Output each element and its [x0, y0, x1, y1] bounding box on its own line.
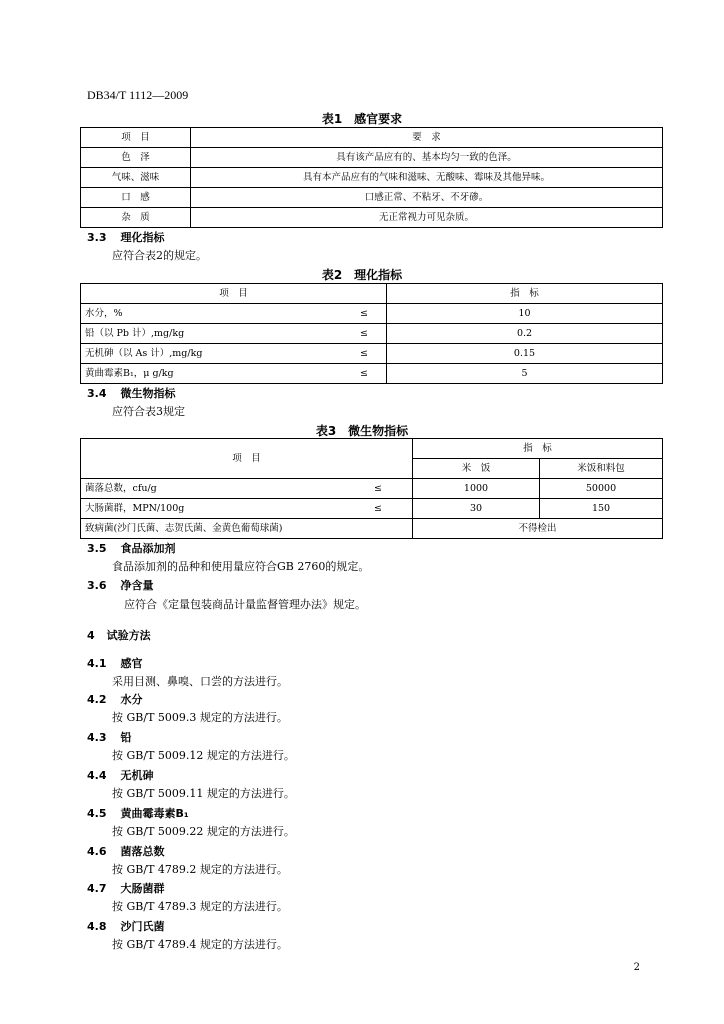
section-title: 菌落总数 — [120, 845, 165, 858]
header-item: 项 目 — [81, 128, 191, 148]
section-number: 4.6 — [87, 845, 107, 858]
table-row — [81, 304, 663, 324]
method-text: 按 GB/T 5009.22 规定的方法进行。 — [112, 825, 295, 838]
section-title: 无机砷 — [120, 769, 154, 782]
header-rice-with-pack: 米饭和料包 — [540, 459, 663, 479]
cell-item: 气味、滋味 — [81, 168, 191, 188]
method-text: 按 GB/T 4789.2 规定的方法进行。 — [112, 863, 288, 876]
section-3-6-text: 应符合《定量包装商品计量监督管理办法》规定。 — [124, 598, 366, 611]
section-4-heading — [87, 627, 151, 643]
method-text: 按 GB/T 5009.3 规定的方法进行。 — [112, 711, 288, 724]
section-title: 理化指标 — [120, 231, 165, 244]
cell-item: 黄曲霉素B₁，μ g/kg — [85, 368, 174, 379]
table-header-row — [81, 439, 663, 459]
section-title: 大肠菌群 — [120, 882, 165, 895]
cell-item: 水分，% — [85, 308, 123, 319]
cell-requirement: 具有该产品应有的、基本均匀一致的色泽。 — [191, 148, 663, 168]
method-heading — [87, 843, 165, 859]
cell-operator: ≤ — [374, 503, 382, 514]
section-number: 3.6 — [87, 579, 107, 592]
method-text: 按 GB/T 5009.11 规定的方法进行。 — [112, 787, 295, 800]
method-heading — [87, 655, 143, 671]
cell-value: 0.15 — [387, 344, 663, 364]
table-row — [81, 148, 663, 168]
method-heading — [87, 767, 154, 783]
section-number: 4.3 — [87, 731, 107, 744]
section-title: 微生物指标 — [120, 387, 176, 400]
header-requirement: 要 求 — [191, 128, 663, 148]
cell-item: 菌落总数，cfu/g — [85, 483, 157, 494]
header-index: 指 标 — [387, 284, 663, 304]
section-number: 4 — [87, 629, 95, 642]
section-title: 铅 — [120, 731, 132, 744]
section-title: 食品添加剂 — [120, 542, 176, 555]
table2-caption: 表2 理化指标 — [321, 268, 403, 282]
section-3-4-heading — [87, 385, 176, 401]
table3-caption: 表3 微生物指标 — [315, 424, 409, 438]
section-3-3-heading — [87, 229, 165, 245]
table-row — [81, 364, 663, 384]
cell-value-rice: 30 — [413, 499, 540, 519]
cell-value: 5 — [387, 364, 663, 384]
section-number: 4.4 — [87, 769, 107, 782]
page-number: 2 — [633, 962, 640, 973]
table-physicochemical — [80, 283, 663, 384]
cell-requirement: 无正常视力可见杂质。 — [191, 208, 663, 228]
header-index: 指 标 — [413, 439, 663, 459]
section-title: 黄曲霉毒素B₁ — [120, 807, 189, 820]
section-title: 净含量 — [120, 579, 154, 592]
section-number: 3.3 — [87, 231, 107, 244]
section-title: 感官 — [120, 657, 143, 670]
cell-item: 无机砷（以 As 计）,mg/kg — [85, 348, 203, 359]
document-id: DB34/T 1112—2009 — [87, 88, 189, 102]
method-text: 按 GB/T 5009.12 规定的方法进行。 — [112, 749, 295, 762]
table-header-row — [81, 284, 663, 304]
cell-item: 杂 质 — [81, 208, 191, 228]
cell-value-rice-pack: 50000 — [540, 479, 663, 499]
cell-item: 口 感 — [81, 188, 191, 208]
cell-value: 不得检出 — [413, 519, 663, 539]
table-sensory — [80, 127, 663, 228]
method-heading — [87, 880, 165, 896]
cell-operator: ≤ — [360, 368, 368, 379]
section-number: 4.8 — [87, 920, 107, 933]
cell-value-rice-pack: 150 — [540, 499, 663, 519]
section-number: 3.4 — [87, 387, 107, 400]
section-3-5-text: 食品添加剂的品种和使用量应符合GB 2760的规定。 — [112, 560, 370, 573]
cell-value-rice: 1000 — [413, 479, 540, 499]
table-row — [81, 168, 663, 188]
table-row — [81, 344, 663, 364]
cell-item: 致病菌(沙门氏菌、志贺氏菌、金黄色葡萄球菌) — [81, 519, 413, 539]
cell-item: 色 泽 — [81, 148, 191, 168]
method-text: 按 GB/T 4789.4 规定的方法进行。 — [112, 938, 288, 951]
section-title: 水分 — [120, 693, 143, 706]
section-number: 4.2 — [87, 693, 107, 706]
section-number: 4.7 — [87, 882, 107, 895]
cell-value: 0.2 — [387, 324, 663, 344]
section-3-3-text: 应符合表2的规定。 — [112, 249, 207, 262]
table-row — [81, 479, 663, 499]
method-heading — [87, 729, 132, 745]
section-title: 沙门氏菌 — [120, 920, 165, 933]
section-number: 3.5 — [87, 542, 107, 555]
cell-value: 10 — [387, 304, 663, 324]
cell-requirement: 具有本产品应有的气味和滋味、无酸味、霉味及其他异味。 — [191, 168, 663, 188]
cell-item: 铅（以 Pb 计）,mg/kg — [85, 328, 185, 339]
cell-requirement: 口感正常、不粘牙、不牙碜。 — [191, 188, 663, 208]
table-header-row — [81, 128, 663, 148]
method-heading — [87, 691, 143, 707]
header-item: 项 目 — [81, 284, 387, 304]
header-item: 项 目 — [81, 439, 413, 479]
table-row — [81, 499, 663, 519]
cell-item: 大肠菌群，MPN/100g — [85, 503, 185, 514]
table-microbiological — [80, 438, 663, 539]
method-heading — [87, 805, 189, 821]
table-row — [81, 188, 663, 208]
cell-operator: ≤ — [374, 483, 382, 494]
section-number: 4.5 — [87, 807, 107, 820]
method-heading — [87, 918, 165, 934]
section-3-4-text: 应符合表3规定 — [112, 405, 185, 418]
section-title: 试验方法 — [106, 629, 151, 642]
cell-operator: ≤ — [360, 328, 368, 339]
cell-operator: ≤ — [360, 308, 368, 319]
section-3-5-heading — [87, 540, 176, 556]
method-text: 按 GB/T 4789.3 规定的方法进行。 — [112, 900, 288, 913]
table-row — [81, 519, 663, 539]
table1-caption: 表1 感官要求 — [321, 112, 403, 126]
table-row — [81, 208, 663, 228]
table-row — [81, 324, 663, 344]
method-text: 采用目测、鼻嗅、口尝的方法进行。 — [112, 675, 288, 688]
header-rice: 米 饭 — [413, 459, 540, 479]
section-number: 4.1 — [87, 657, 107, 670]
section-3-6-heading — [87, 577, 154, 593]
cell-operator: ≤ — [360, 348, 368, 359]
